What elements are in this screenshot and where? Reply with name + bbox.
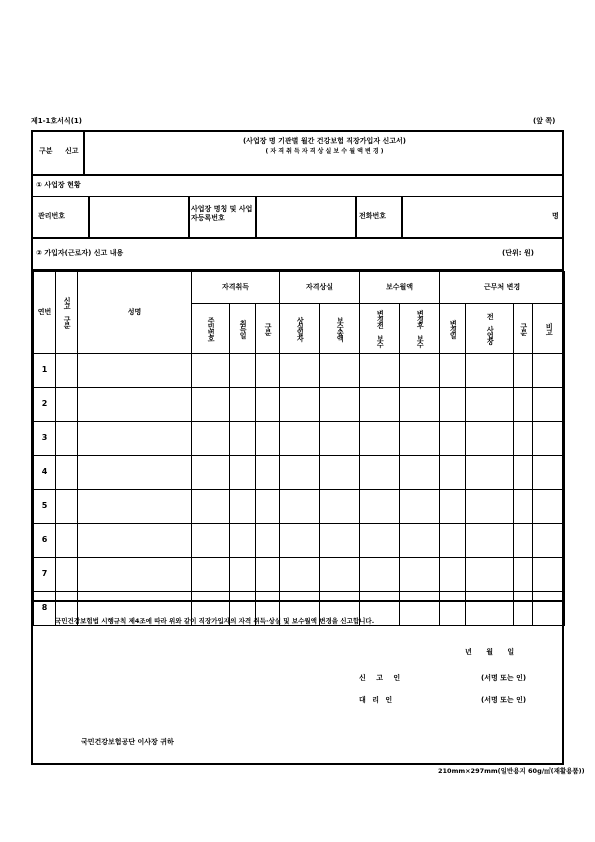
table-cell[interactable] (192, 490, 230, 524)
table-cell[interactable] (320, 354, 360, 388)
table-cell[interactable] (230, 456, 256, 490)
table-row (34, 354, 565, 388)
table-cell[interactable] (192, 422, 230, 456)
table-cell[interactable] (514, 524, 533, 558)
sub-header: 주민번호 (192, 304, 230, 354)
table-cell[interactable] (256, 456, 280, 490)
workplace-info-row (33, 197, 562, 237)
sub-header: 구분 (256, 304, 280, 354)
divider (188, 197, 190, 237)
table-cell[interactable] (192, 456, 230, 490)
table-cell[interactable] (440, 524, 466, 558)
row-number: 2 (34, 388, 56, 422)
table-cell[interactable] (514, 456, 533, 490)
table-cell[interactable] (514, 490, 533, 524)
management-number-label: 관리번호 (38, 212, 66, 220)
table-row (34, 422, 565, 456)
row-number: 5 (34, 490, 56, 524)
table-cell[interactable] (400, 490, 440, 524)
table-cell[interactable] (466, 388, 514, 422)
table-cell[interactable] (56, 558, 78, 592)
table-cell[interactable] (78, 354, 192, 388)
table-cell[interactable] (400, 592, 440, 626)
sub-header: 상실일자 (280, 304, 320, 354)
table-cell[interactable] (466, 456, 514, 490)
divider (355, 197, 357, 237)
table-cell[interactable] (320, 456, 360, 490)
table-cell[interactable] (192, 558, 230, 592)
acquisition-header: 자격취득 (192, 272, 280, 304)
table-cell[interactable] (230, 558, 256, 592)
table-cell[interactable] (360, 490, 400, 524)
table-cell[interactable] (56, 388, 78, 422)
sub-header: 구분 (514, 304, 533, 354)
table-cell[interactable] (466, 422, 514, 456)
table-cell[interactable] (280, 456, 320, 490)
title-line-1: (사업장 명 기관별 월간 건강보험 직장가입자 신고서) (242, 137, 407, 145)
unit-note: (단위: 원) (502, 249, 534, 257)
header-type-cell (33, 132, 83, 174)
table-cell[interactable] (230, 422, 256, 456)
table-cell[interactable] (440, 558, 466, 592)
reporter-label: 신 고 인 (359, 674, 405, 682)
recipient: 국민건강보험공단 이사장 귀하 (81, 738, 174, 746)
table-cell[interactable] (192, 524, 230, 558)
table-cell[interactable] (230, 388, 256, 422)
phone-label: 전화번호 (359, 212, 387, 220)
table-cell[interactable] (440, 456, 466, 490)
table-cell[interactable] (360, 422, 400, 456)
page-number: (앞 쪽) (533, 117, 556, 125)
table-cell[interactable] (514, 388, 533, 422)
seq-header: 연번 (34, 272, 56, 354)
member-table (33, 271, 565, 626)
table-cell[interactable] (256, 490, 280, 524)
table-row (34, 558, 565, 592)
table-cell[interactable] (466, 354, 514, 388)
divider (255, 197, 257, 237)
table-cell[interactable] (400, 456, 440, 490)
table-row (34, 524, 565, 558)
table-cell[interactable] (78, 456, 192, 490)
divider (33, 174, 562, 176)
sub-header: 전 사업장 (466, 304, 514, 354)
table-cell[interactable] (360, 558, 400, 592)
table-cell[interactable] (280, 490, 320, 524)
row-number: 7 (34, 558, 56, 592)
table-cell[interactable] (230, 354, 256, 388)
table-cell[interactable] (360, 354, 400, 388)
sub-header: 변경전 보수 (360, 304, 400, 354)
table-cell[interactable] (514, 592, 533, 626)
table-cell[interactable] (78, 524, 192, 558)
name-header: 성명 (78, 272, 192, 354)
workplace-change-header: 근무처 변경 (440, 272, 565, 304)
agent-label: 대 리 인 (359, 696, 395, 704)
sub-header: 비고 (533, 304, 565, 354)
table-cell[interactable] (400, 388, 440, 422)
table-cell[interactable] (466, 592, 514, 626)
row-number: 4 (34, 456, 56, 490)
wage-header: 보수월액 (360, 272, 440, 304)
table-cell[interactable] (533, 490, 565, 524)
table-cell[interactable] (400, 354, 440, 388)
table-cell[interactable] (360, 388, 400, 422)
table-cell[interactable] (400, 524, 440, 558)
table-cell[interactable] (360, 524, 400, 558)
section2-title: ② 가입자(근로자) 신고 내용 (36, 249, 124, 257)
table-cell[interactable] (466, 558, 514, 592)
table-cell[interactable] (400, 422, 440, 456)
table-cell[interactable] (440, 422, 466, 456)
table-cell[interactable] (256, 422, 280, 456)
title-line-2: ( 자 격 취 득 자 격 상 실 보 수 월 액 변 경 ) (265, 148, 384, 155)
report-date: 년 월 일 (465, 648, 521, 656)
table-cell[interactable] (466, 524, 514, 558)
table-cell[interactable] (440, 388, 466, 422)
table-cell[interactable] (533, 524, 565, 558)
table-cell[interactable] (514, 558, 533, 592)
divider (33, 237, 562, 239)
table-cell[interactable] (280, 524, 320, 558)
table-cell[interactable] (466, 490, 514, 524)
table-cell[interactable] (533, 422, 565, 456)
table-cell[interactable] (320, 558, 360, 592)
table-cell[interactable] (533, 354, 565, 388)
section1-title: ① 사업장 현황 (36, 181, 81, 189)
reporter-signature[interactable]: (서명 또는 인) (481, 674, 527, 682)
table-cell[interactable] (440, 490, 466, 524)
table-cell[interactable] (280, 422, 320, 456)
divider (88, 197, 90, 237)
table-cell[interactable] (56, 524, 78, 558)
agent-signature[interactable]: (서명 또는 인) (481, 696, 527, 704)
sub-header: 보수총액 (320, 304, 360, 354)
table-cell[interactable] (256, 354, 280, 388)
table-cell[interactable] (514, 422, 533, 456)
table-cell[interactable] (533, 592, 565, 626)
row-number: 3 (34, 422, 56, 456)
table-row (34, 388, 565, 422)
count-label: 명 (552, 212, 559, 220)
table-cell[interactable] (56, 354, 78, 388)
row-number: 6 (34, 524, 56, 558)
table-cell[interactable] (320, 490, 360, 524)
table-cell[interactable] (192, 388, 230, 422)
table-cell[interactable] (320, 524, 360, 558)
table-cell[interactable] (192, 354, 230, 388)
table-cell[interactable] (56, 456, 78, 490)
sub-header: 변경후 보수 (400, 304, 440, 354)
workplace-name-label: 사업장 명칭 및 사업자등록번호 (191, 205, 253, 223)
table-row (34, 456, 565, 490)
table-cell[interactable] (78, 490, 192, 524)
table-cell[interactable] (78, 388, 192, 422)
divider (33, 600, 562, 602)
table-cell[interactable] (280, 354, 320, 388)
table-cell[interactable] (514, 354, 533, 388)
form-title (85, 138, 564, 155)
table-cell[interactable] (280, 558, 320, 592)
table-cell[interactable] (533, 456, 565, 490)
table-cell[interactable] (230, 490, 256, 524)
table-cell[interactable] (56, 490, 78, 524)
table-cell[interactable] (360, 456, 400, 490)
type-header: 신고 구분 (56, 272, 78, 354)
member-table-wrap (33, 271, 562, 613)
declaration-text: 국민건강보험법 시행규칙 제4조에 따라 위와 같이 직장가입자의 자격 취득·상실 및 보수월액 변경을 신고합니다. (55, 617, 375, 625)
table-cell[interactable] (440, 354, 466, 388)
table-cell[interactable] (280, 388, 320, 422)
sub-header: 변경일 (440, 304, 466, 354)
table-cell[interactable] (400, 558, 440, 592)
table-cell[interactable] (56, 422, 78, 456)
table-cell[interactable] (440, 592, 466, 626)
report-label: 신고 (65, 147, 79, 155)
loss-header: 자격상실 (280, 272, 360, 304)
sub-header: 취득일 (230, 304, 256, 354)
table-cell[interactable] (78, 558, 192, 592)
table-row (34, 490, 565, 524)
row-number: 1 (34, 354, 56, 388)
paper-spec-note: 210mm×297mm(일반용지 60g/㎡(재활용품)) (438, 767, 585, 775)
table-cell[interactable] (320, 422, 360, 456)
divider (401, 197, 403, 237)
type-label: 구분 (39, 147, 53, 155)
table-cell[interactable] (256, 558, 280, 592)
row-number: 8 (34, 592, 56, 626)
table-cell[interactable] (256, 524, 280, 558)
table-cell[interactable] (533, 558, 565, 592)
table-cell[interactable] (533, 388, 565, 422)
table-cell[interactable] (230, 524, 256, 558)
table-cell[interactable] (320, 388, 360, 422)
form-code: 제1-1호서식(1) (31, 117, 82, 125)
table-cell[interactable] (256, 388, 280, 422)
report-form (31, 130, 564, 765)
table-cell[interactable] (78, 422, 192, 456)
